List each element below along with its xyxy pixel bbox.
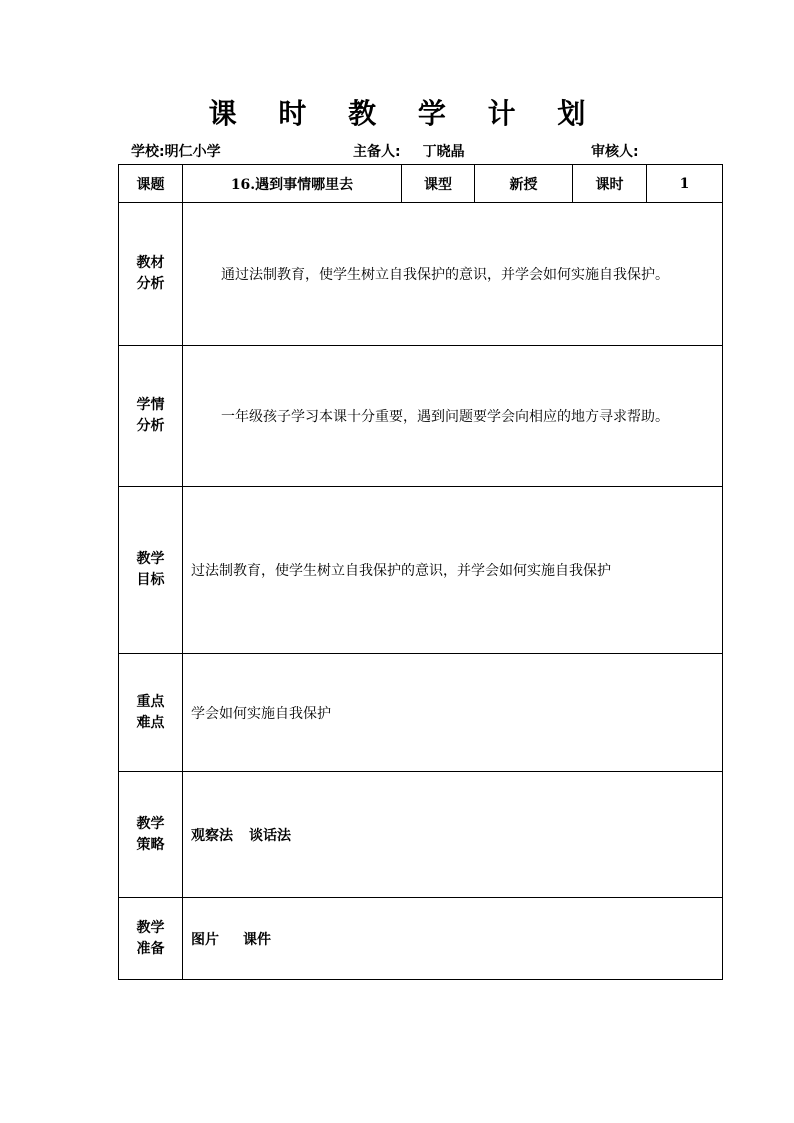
page-title: 课 时 教 学 计 划 [208, 97, 602, 130]
preparer-field [353, 141, 465, 161]
material-analysis-text: 通过法制教育，使学生树立自我保护的意识，并学会如何实施自我保护。 [183, 203, 723, 346]
row-label: 教学 目标 [119, 487, 183, 654]
table-row [119, 898, 723, 980]
hours-value: 1 [647, 165, 723, 203]
teaching-prep-text: 图片 课件 [183, 898, 723, 980]
row-label: 教材 分析 [119, 203, 183, 346]
key-points-text: 学会如何实施自我保护 [183, 654, 723, 772]
reviewer-label: 审核人: [591, 144, 639, 160]
table-row [119, 654, 723, 772]
school-value: 明仁小学 [164, 144, 221, 160]
row-label: 重点 难点 [119, 654, 183, 772]
table-row [119, 346, 723, 487]
preparer-label: 主备人: [353, 144, 401, 160]
table-row [119, 772, 723, 898]
header-row [119, 165, 723, 203]
learner-analysis-text: 一年级孩子学习本课十分重要，遇到问题要学会向相应的地方寻求帮助。 [183, 346, 723, 487]
school-field [131, 141, 221, 161]
topic-label: 课题 [119, 165, 183, 203]
lesson-plan-table [118, 164, 723, 980]
hours-label: 课时 [573, 165, 647, 203]
table-row [119, 487, 723, 654]
type-value: 新授 [475, 165, 573, 203]
row-label: 教学 准备 [119, 898, 183, 980]
school-label: 学校: [131, 144, 165, 160]
row-label: 教学 策略 [119, 772, 183, 898]
preparer-value: 丁晓晶 [422, 144, 465, 160]
teaching-goal-text: 过法制教育，使学生树立自我保护的意识，并学会如何实施自我保护 [183, 487, 723, 654]
table-row [119, 203, 723, 346]
reviewer-field [591, 141, 639, 161]
type-label: 课型 [402, 165, 475, 203]
topic-value: 16.遇到事情哪里去 [183, 165, 402, 203]
teaching-strategy-text: 观察法 谈话法 [183, 772, 723, 898]
row-label: 学情 分析 [119, 346, 183, 487]
